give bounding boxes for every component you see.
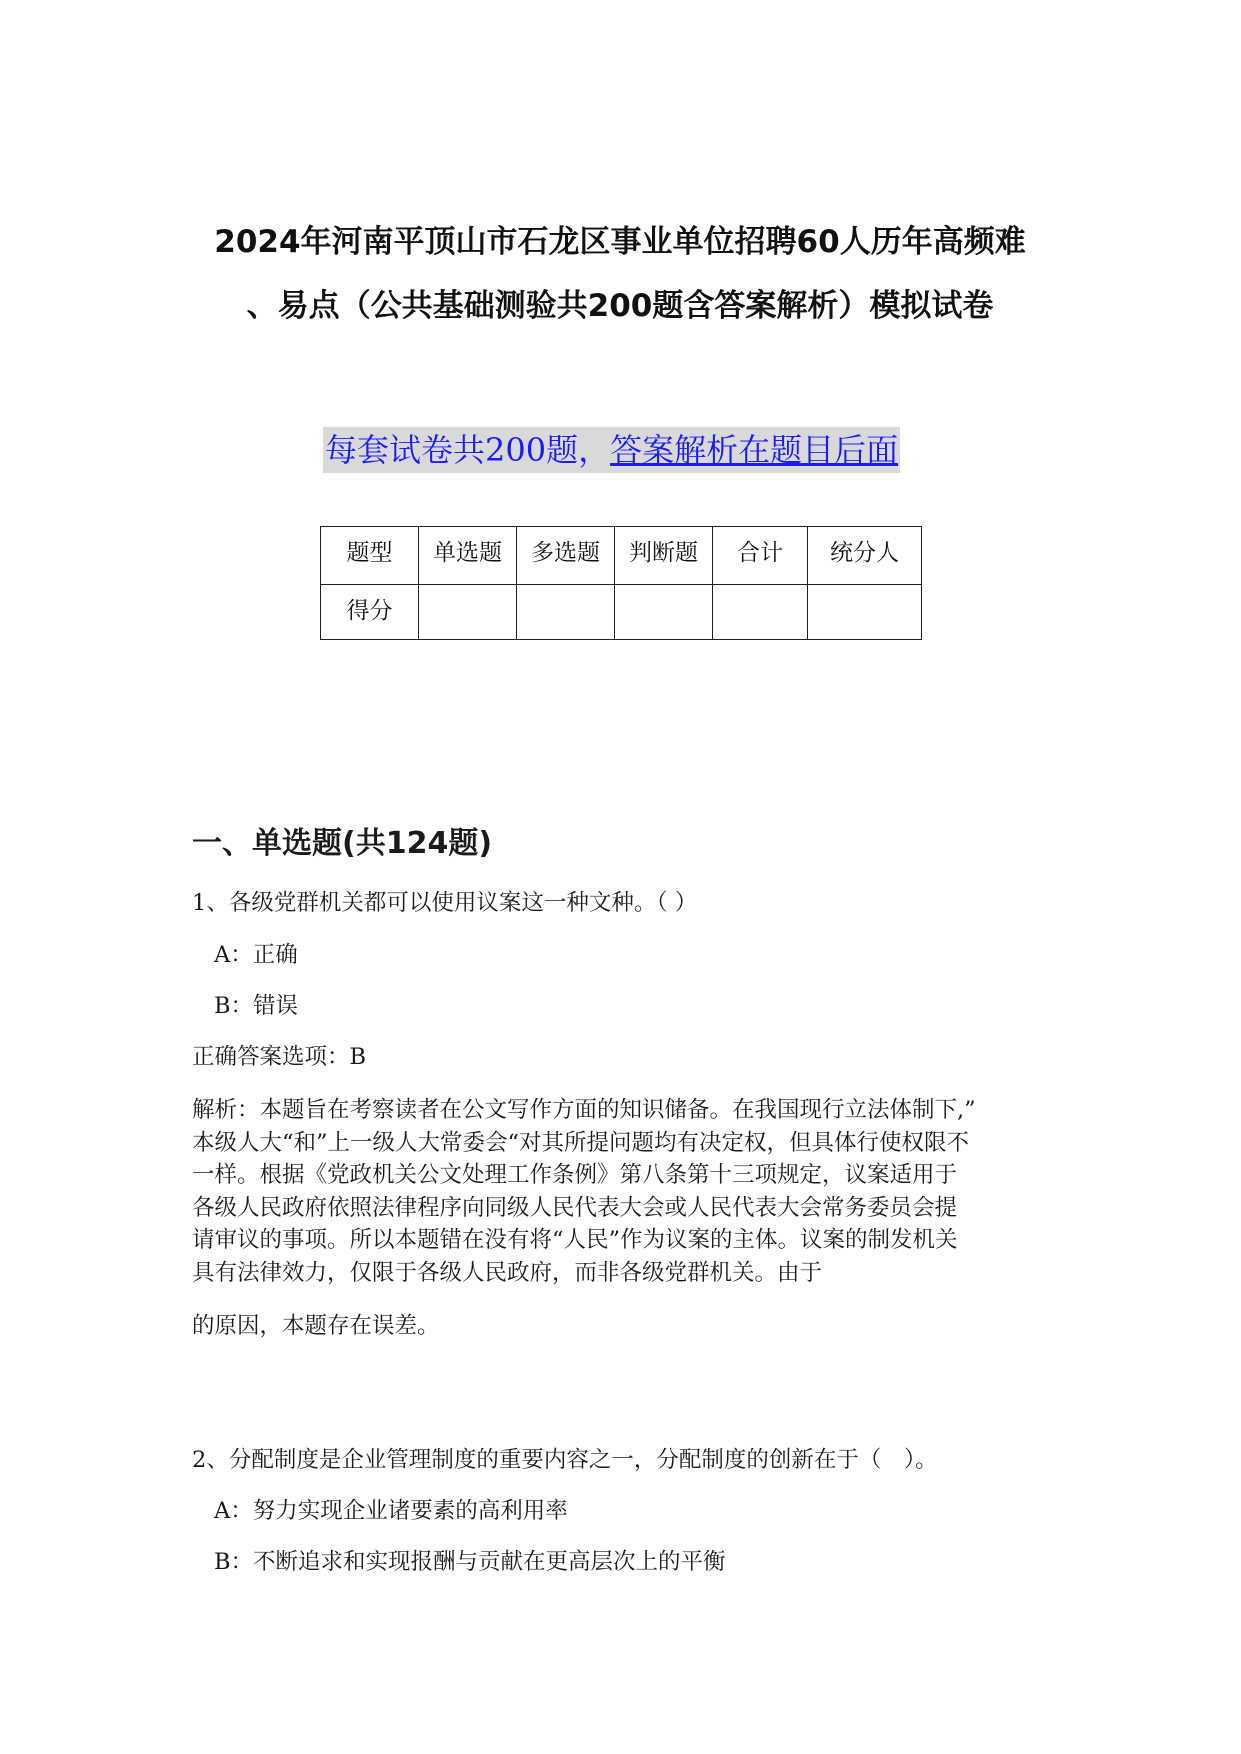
section-title: 一、单选题(共124题) xyxy=(192,826,493,861)
info-banner xyxy=(323,427,900,473)
title-line-1: 2024年河南平顶山市石龙区事业单位招聘60人历年高频难 xyxy=(214,224,1026,260)
analysis-line: 各级人民政府依照法律程序向同级人民代表大会或人民代表大会常务委员会提 xyxy=(192,1194,958,1221)
score-table-header-row xyxy=(321,527,922,585)
header-cell-scorer: 统分人 xyxy=(808,527,922,585)
score-table xyxy=(320,526,922,640)
question-2-option-b[interactable]: B：不断追求和实现报酬与贡献在更高层次上的平衡 xyxy=(214,1549,726,1575)
header-cell-single: 单选题 xyxy=(419,527,517,585)
analysis-line: 一样。根据《党政机关公文处理工作条例》第八条第十三项规定，议案适用于 xyxy=(192,1162,958,1189)
banner-text: 每套试卷共200题， xyxy=(325,431,611,469)
score-cell-scorer[interactable] xyxy=(808,585,922,640)
header-cell-multi: 多选题 xyxy=(517,527,615,585)
header-cell-judge: 判断题 xyxy=(615,527,713,585)
question-2-stem: 2、分配制度是企业管理制度的重要内容之一，分配制度的创新在于（ ）。 xyxy=(192,1447,938,1473)
score-cell-multi[interactable] xyxy=(517,585,615,640)
question-2-option-a[interactable]: A：努力实现企业诸要素的高利用率 xyxy=(214,1498,568,1524)
score-row-label: 得分 xyxy=(321,585,419,640)
question-1-analysis xyxy=(192,1094,1072,1290)
question-1-option-a[interactable]: A：正确 xyxy=(214,942,298,968)
question-1-option-b[interactable]: B：错误 xyxy=(214,993,299,1019)
title-line-2: 、易点（公共基础测验共200题含答案解析）模拟试卷 xyxy=(246,288,994,324)
header-cell-total: 合计 xyxy=(713,527,808,585)
question-1-stem: 1、各级党群机关都可以使用议案这一种文种。（ ） xyxy=(192,890,698,916)
analysis-line: 请审议的事项。所以本题错在没有将“人民”作为议案的主体。议案的制发机关 xyxy=(192,1227,958,1254)
analysis-line: 解析：本题旨在考察读者在公文写作方面的知识储备。在我国现行立法体制下,” xyxy=(192,1097,976,1123)
score-cell-judge[interactable] xyxy=(615,585,713,640)
score-table-score-row xyxy=(321,585,922,640)
answer-link[interactable]: 答案解析在题目后面 xyxy=(610,431,899,469)
score-cell-total[interactable] xyxy=(713,585,808,640)
analysis-line: 本级人大“和”上一级人大常委会“对其所提问题均有决定权，但具体行使权限不 xyxy=(192,1129,970,1156)
analysis-line: 具有法律效力，仅限于各级人民政府，而非各级党群机关。由于 xyxy=(192,1259,823,1286)
document-title xyxy=(150,210,1090,338)
score-cell-single[interactable] xyxy=(419,585,517,640)
question-1-analysis-tail: 的原因，本题存在误差。 xyxy=(192,1313,440,1339)
header-cell-type: 题型 xyxy=(321,527,419,585)
question-1-answer: 正确答案选项：B xyxy=(192,1044,367,1070)
